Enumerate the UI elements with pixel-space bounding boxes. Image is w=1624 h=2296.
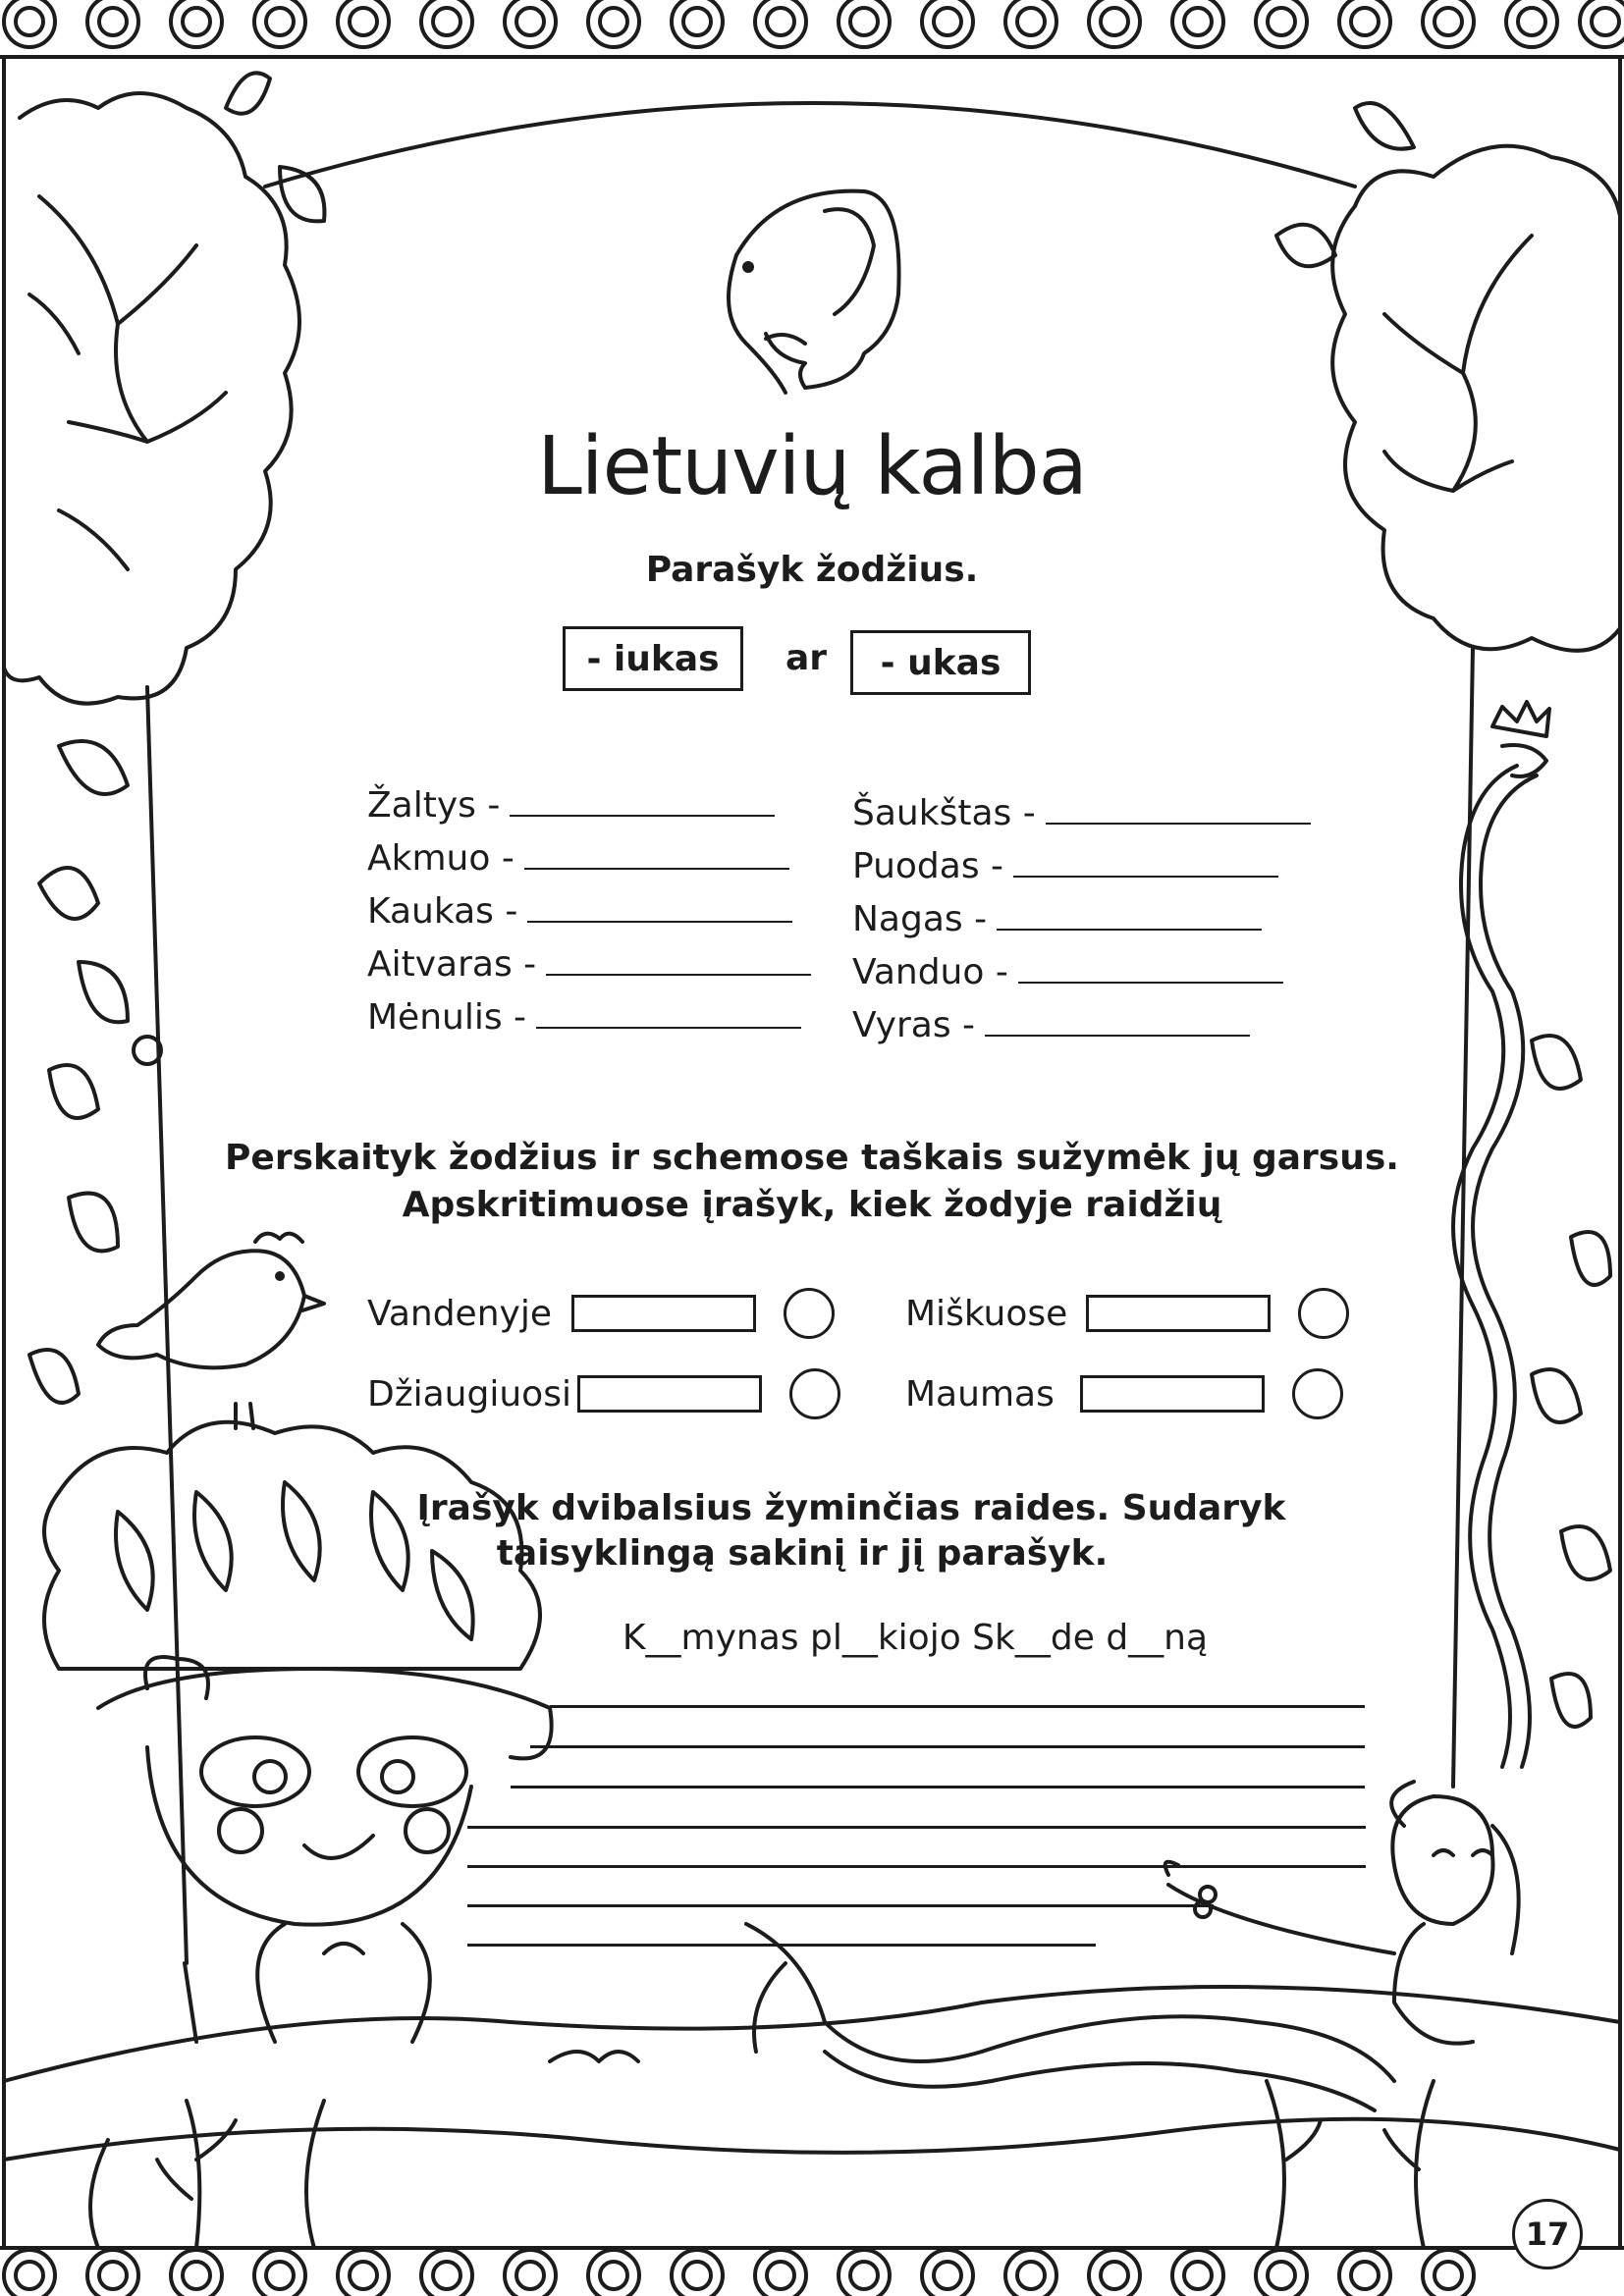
scheme-row	[367, 1286, 840, 1341]
bottom-landscape-illustration	[4, 1987, 1620, 2248]
writing-line[interactable]	[467, 1865, 1366, 1868]
left-tree-illustration	[4, 73, 324, 2042]
bird-illustration	[98, 1234, 324, 1428]
answer-blank[interactable]	[1046, 795, 1311, 825]
word-row	[367, 944, 811, 997]
word-row	[852, 952, 1311, 1005]
answer-blank[interactable]	[1018, 954, 1283, 984]
letter-count-circle[interactable]	[784, 1288, 835, 1339]
word-row	[367, 785, 811, 838]
elephant-head-icon	[729, 191, 899, 393]
writing-line[interactable]	[530, 1745, 1365, 1748]
word-label: Žaltys -	[367, 785, 501, 826]
scheme-word: Vandenyje	[367, 1293, 552, 1334]
sound-scheme-box[interactable]	[1080, 1375, 1265, 1413]
scheme-row	[367, 1366, 840, 1421]
word-row	[852, 846, 1311, 899]
writing-line[interactable]	[511, 1786, 1365, 1789]
page-title: Lietuvių kalba	[537, 420, 1087, 513]
task3-instruction-line2: taisyklingą sakinį ir jį parašyk.	[496, 1533, 1109, 1574]
word-label: Mėnulis -	[367, 997, 527, 1038]
word-row	[367, 997, 811, 1050]
letter-count-circle[interactable]	[1298, 1288, 1349, 1339]
writing-line[interactable]	[550, 1705, 1365, 1708]
arch-frame	[265, 103, 1355, 187]
word-label: Aitvaras -	[367, 944, 537, 985]
top-ornament-border	[0, 0, 1624, 57]
word-label: Vyras -	[852, 1005, 976, 1045]
sound-scheme-box[interactable]	[571, 1295, 756, 1332]
bottom-ornament-border	[0, 2248, 1624, 2296]
task1-left-column	[367, 785, 811, 1050]
writing-line[interactable]	[467, 1904, 1214, 1907]
task1-instruction: Parašyk žodžius.	[645, 550, 979, 590]
letter-count-circle[interactable]	[789, 1368, 840, 1419]
answer-blank[interactable]	[510, 787, 775, 817]
word-row	[367, 891, 811, 944]
word-row	[852, 793, 1311, 846]
word-label: Akmuo -	[367, 838, 514, 879]
word-row	[367, 838, 811, 891]
scheme-row	[905, 1366, 1349, 1421]
connector-ar: ar	[785, 638, 828, 678]
ending-box-ukas: - ukas	[850, 630, 1031, 695]
answer-blank[interactable]	[546, 946, 811, 976]
word-label: Nagas -	[852, 899, 988, 939]
ending-box-iukas: - iukas	[563, 626, 743, 691]
task2-left-column	[367, 1286, 840, 1421]
task2-instruction-line2: Apskritimuose įrašyk, kiek žodyje raidžių	[402, 1185, 1222, 1225]
scheme-row	[905, 1286, 1349, 1341]
page-number-badge: 17	[1512, 2199, 1583, 2269]
word-label: Puodas -	[852, 846, 1004, 886]
answer-blank[interactable]	[1013, 848, 1278, 878]
scheme-word: Maumas	[905, 1373, 1055, 1415]
sound-scheme-box[interactable]	[577, 1375, 762, 1413]
answer-blank[interactable]	[524, 840, 789, 870]
task3-instruction-line1: Įrašyk dvibalsius žyminčias raides. Sudaryk	[416, 1488, 1286, 1528]
word-row	[852, 1005, 1311, 1058]
word-row	[852, 899, 1311, 952]
word-label: Kaukas -	[367, 891, 518, 932]
word-label: Vanduo -	[852, 952, 1008, 992]
task3-sentence: K__mynas pl__kiojo Sk__de d__ną	[622, 1618, 1209, 1658]
letter-count-circle[interactable]	[1292, 1368, 1343, 1419]
scheme-word: Miškuose	[905, 1293, 1068, 1334]
scheme-word: Džiaugiuosi	[367, 1373, 571, 1415]
sound-scheme-box[interactable]	[1086, 1295, 1271, 1332]
answer-blank[interactable]	[997, 901, 1262, 931]
answer-blank[interactable]	[985, 1007, 1250, 1037]
answer-blank[interactable]	[536, 999, 801, 1029]
writing-line[interactable]	[467, 1944, 1096, 1947]
task1-right-column	[852, 793, 1311, 1058]
task2-instruction-line1: Perskaityk žodžius ir schemose taškais sužymėk jų garsus.	[225, 1138, 1399, 1178]
answer-blank[interactable]	[527, 893, 792, 923]
writing-line[interactable]	[467, 1826, 1366, 1829]
task2-right-column	[905, 1286, 1349, 1421]
word-label: Šaukštas -	[852, 793, 1036, 833]
